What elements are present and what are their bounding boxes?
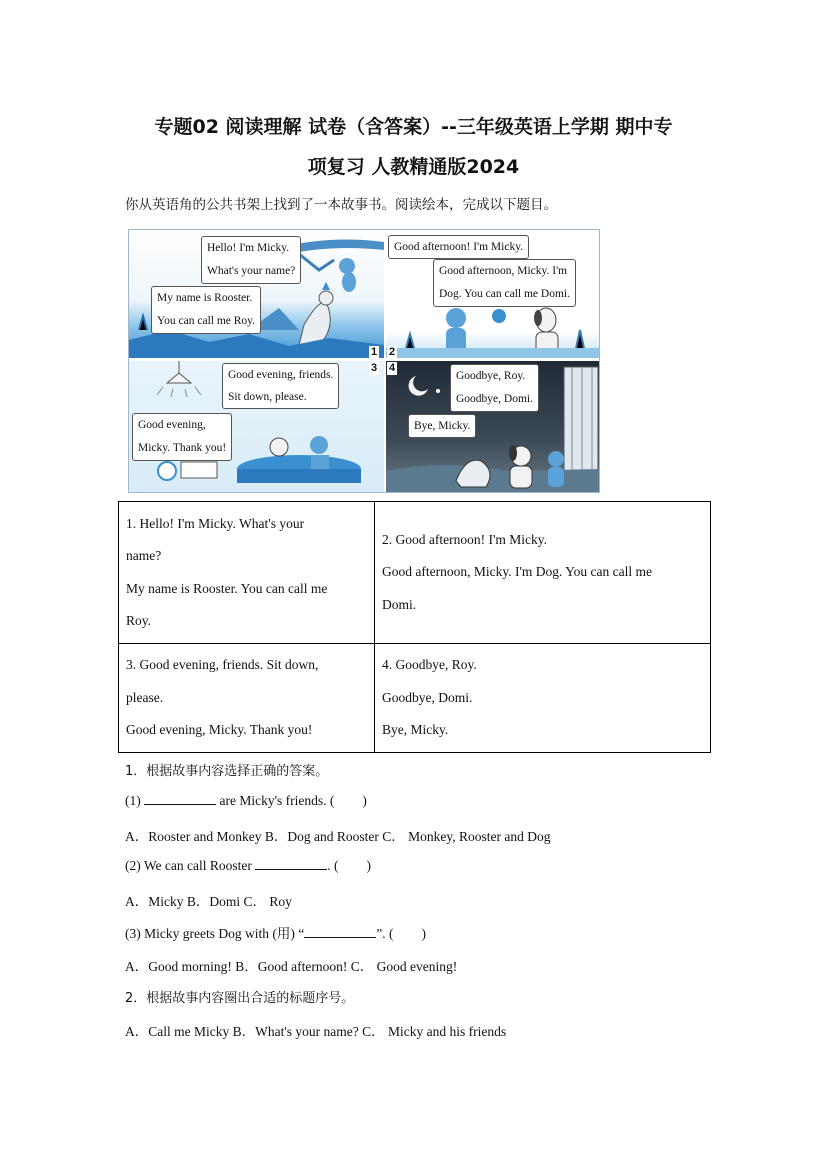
table-cell-2: 2. Good afternoon! I'm Micky. Good afternoon, Micky. I'm Dog. You can call me Domi. bbox=[375, 502, 711, 644]
question-1-1-options: A．Rooster and Monkey B．Dog and Rooster C． Monkey, Rooster and Dog bbox=[125, 829, 551, 844]
document-title-line-1: 专题02 阅读理解 试卷（含答案）--三年级英语上学期 期中专 bbox=[154, 116, 673, 138]
table-cell-4: 4. Goodbye, Roy. Goodbye, Domi. Bye, Micky. bbox=[375, 644, 711, 753]
speech-bubble-p3-micky: Good evening, friends. Sit down, please. bbox=[222, 363, 339, 409]
answer-blank[interactable] bbox=[304, 925, 376, 938]
table-row bbox=[119, 644, 711, 753]
comic-panel-2 bbox=[386, 230, 599, 358]
panel-number-1: 1 bbox=[371, 346, 378, 358]
question-1-1: (1) are Micky's friends. ( ) bbox=[125, 793, 367, 808]
panel-number-4: 4 bbox=[389, 362, 396, 374]
table-cell-3: 3. Good evening, friends. Sit down, please. Good evening, Micky. Thank you! bbox=[119, 644, 375, 753]
panel-number-2: 2 bbox=[389, 346, 396, 358]
answer-blank[interactable] bbox=[255, 857, 327, 870]
table-cell-1: 1. Hello! I'm Micky. What's your name? My name is Rooster. You can call me Roy. bbox=[119, 502, 375, 644]
question-1-2: (2) We can call Rooster . ( ) bbox=[125, 858, 371, 873]
speech-bubble-p1-rooster: My name is Rooster. You can call me Roy. bbox=[151, 286, 261, 334]
question-2-options: A．Call me Micky B．What's your name? C． Micky and his friends bbox=[125, 1024, 507, 1039]
speech-bubble-p1-micky: Hello! I'm Micky. What's your name? bbox=[201, 236, 301, 284]
intro-text: 你从英语角的公共书架上找到了一本故事书。阅读绘本，完成以下题目。 bbox=[125, 197, 557, 213]
document-title-line-2: 项复习 人教精通版2024 bbox=[307, 156, 520, 178]
table-row bbox=[119, 502, 711, 644]
speech-bubble-p4-friends: Bye, Micky. bbox=[408, 414, 476, 438]
comic-panel-1 bbox=[129, 230, 384, 358]
question-2-heading: 2．根据故事内容圈出合适的标题序号。 bbox=[125, 991, 355, 1006]
question-1-2-options: A．Micky B．Domi C． Roy bbox=[125, 894, 292, 909]
speech-bubble-p4-micky: Goodbye, Roy. Goodbye, Domi. bbox=[450, 364, 539, 412]
answer-blank[interactable] bbox=[144, 792, 216, 805]
question-1-3: (3) Micky greets Dog with (用) “ ”. ( ) bbox=[125, 926, 426, 941]
question-1-3-options: A．Good morning! B．Good afternoon! C． Good evening! bbox=[125, 959, 458, 974]
panel-number-3: 3 bbox=[371, 362, 378, 374]
comic-strip bbox=[128, 229, 600, 493]
comic-panel-4 bbox=[386, 361, 599, 492]
dialogue-table bbox=[118, 501, 711, 753]
speech-bubble-p2-micky: Good afternoon! I'm Micky. bbox=[388, 235, 529, 259]
comic-panel-3 bbox=[129, 361, 384, 492]
speech-bubble-p2-dog: Good afternoon, Micky. I'm Dog. You can call me Domi. bbox=[433, 259, 576, 307]
question-1-heading: 1．根据故事内容选择正确的答案。 bbox=[125, 764, 329, 779]
speech-bubble-p3-friends: Good evening, Micky. Thank you! bbox=[132, 413, 232, 461]
